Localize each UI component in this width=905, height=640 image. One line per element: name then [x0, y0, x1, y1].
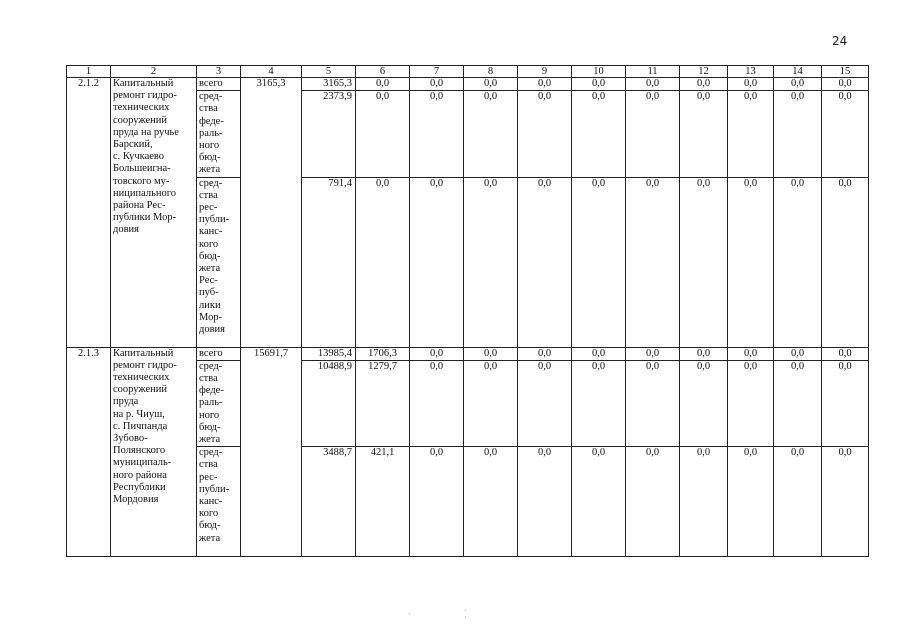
scan-speck: ·: [408, 610, 411, 619]
value-cell: 0,0: [572, 91, 626, 177]
value-cell: 0,0: [464, 360, 518, 446]
value-cell: 0,0: [774, 78, 822, 91]
column-header: 3: [197, 66, 241, 78]
value-cell: 0,0: [572, 78, 626, 91]
value-cell: 0,0: [518, 360, 572, 446]
value-cell: 0,0: [774, 347, 822, 360]
value-cell: 0,0: [572, 360, 626, 446]
value-cell: 13985,4: [302, 347, 356, 360]
funding-source: сред- ства рес- публи- канс- кого бюд- жета Рес- пуб- лики Мор- довия: [197, 177, 241, 347]
value-cell: 0,0: [822, 177, 869, 347]
value-cell: 0,0: [572, 347, 626, 360]
object-name: Капитальный ремонт гидро- технических сооружений пруда на р. Чиуш, с. Пичпанда Зубово- Полянского муниципаль- ного района Республики Мордовия: [111, 347, 197, 557]
page-number: 24: [832, 34, 848, 48]
value-cell: 0,0: [680, 91, 728, 177]
value-cell: 0,0: [822, 360, 869, 446]
value-cell: 0,0: [728, 347, 774, 360]
value-cell: 791,4: [302, 177, 356, 347]
column-header: 1: [67, 66, 111, 78]
value-cell: 0,0: [728, 78, 774, 91]
value-cell: 0,0: [356, 78, 410, 91]
value-cell: 0,0: [518, 177, 572, 347]
row-code: 2.1.2: [67, 78, 111, 348]
value-cell: 10488,9: [302, 360, 356, 446]
value-cell: 0,0: [774, 177, 822, 347]
value-cell: 3165,3: [302, 78, 356, 91]
column-header: 6: [356, 66, 410, 78]
value-cell: 0,0: [774, 447, 822, 557]
value-cell: 0,0: [356, 91, 410, 177]
value-cell: 0,0: [518, 91, 572, 177]
value-cell: 0,0: [464, 347, 518, 360]
funding-source: сред- ства феде- раль- ного бюд- жета: [197, 360, 241, 446]
value-cell: 0,0: [410, 347, 464, 360]
value-cell: 0,0: [518, 347, 572, 360]
total-cost: 3165,3: [241, 78, 302, 348]
value-cell: 0,0: [464, 447, 518, 557]
value-cell: 0,0: [626, 91, 680, 177]
value-cell: 0,0: [680, 447, 728, 557]
column-header: 8: [464, 66, 518, 78]
value-cell: 0,0: [626, 447, 680, 557]
value-cell: 0,0: [728, 91, 774, 177]
value-cell: 0,0: [356, 177, 410, 347]
value-cell: 0,0: [626, 360, 680, 446]
column-header: 7: [410, 66, 464, 78]
total-cost: 15691,7: [241, 347, 302, 557]
column-header: 5: [302, 66, 356, 78]
column-header: 12: [680, 66, 728, 78]
value-cell: 0,0: [518, 78, 572, 91]
value-cell: 0,0: [626, 78, 680, 91]
row-code: 2.1.3: [67, 347, 111, 557]
funding-source: всего: [197, 347, 241, 360]
column-header: 11: [626, 66, 680, 78]
value-cell: 0,0: [410, 177, 464, 347]
column-header: 15: [822, 66, 869, 78]
funding-source: сред- ства феде- раль- ного бюд- жета: [197, 91, 241, 177]
funding-source: сред- ства рес- публи- канс- кого бюд- жета: [197, 447, 241, 557]
value-cell: 3488,7: [302, 447, 356, 557]
value-cell: 0,0: [680, 360, 728, 446]
scan-speck: ·: [464, 606, 467, 615]
column-header: 13: [728, 66, 774, 78]
value-cell: 0,0: [728, 177, 774, 347]
value-cell: 2373,9: [302, 91, 356, 177]
column-header: 14: [774, 66, 822, 78]
value-cell: 0,0: [822, 78, 869, 91]
value-cell: 0,0: [572, 177, 626, 347]
value-cell: 0,0: [822, 447, 869, 557]
value-cell: 0,0: [518, 447, 572, 557]
value-cell: 0,0: [410, 78, 464, 91]
value-cell: 0,0: [680, 78, 728, 91]
value-cell: 0,0: [410, 360, 464, 446]
value-cell: 0,0: [680, 347, 728, 360]
scan-speck: ·: [464, 613, 467, 622]
value-cell: 1706,3: [356, 347, 410, 360]
value-cell: 0,0: [410, 447, 464, 557]
value-cell: 0,0: [626, 177, 680, 347]
table-row: [67, 347, 869, 360]
budget-table: [66, 65, 869, 557]
value-cell: 0,0: [728, 360, 774, 446]
value-cell: 0,0: [464, 91, 518, 177]
value-cell: 421,1: [356, 447, 410, 557]
object-name: Капитальный ремонт гидро- технических сооружений пруда на ручье Барский, с. Кучкаево Большеигна- товского му- ниципального района Рес- публики Мор- довия: [111, 78, 197, 348]
value-cell: 0,0: [680, 177, 728, 347]
funding-source: всего: [197, 78, 241, 91]
header-row: [67, 66, 869, 78]
column-header: 10: [572, 66, 626, 78]
value-cell: 0,0: [774, 360, 822, 446]
value-cell: 0,0: [572, 447, 626, 557]
column-header: 4: [241, 66, 302, 78]
value-cell: 0,0: [774, 91, 822, 177]
column-header: 2: [111, 66, 197, 78]
value-cell: 0,0: [822, 91, 869, 177]
value-cell: 0,0: [410, 91, 464, 177]
value-cell: 1279,7: [356, 360, 410, 446]
value-cell: 0,0: [822, 347, 869, 360]
column-header: 9: [518, 66, 572, 78]
value-cell: 0,0: [626, 347, 680, 360]
value-cell: 0,0: [464, 177, 518, 347]
value-cell: 0,0: [728, 447, 774, 557]
value-cell: 0,0: [464, 78, 518, 91]
table-row: [67, 78, 869, 91]
